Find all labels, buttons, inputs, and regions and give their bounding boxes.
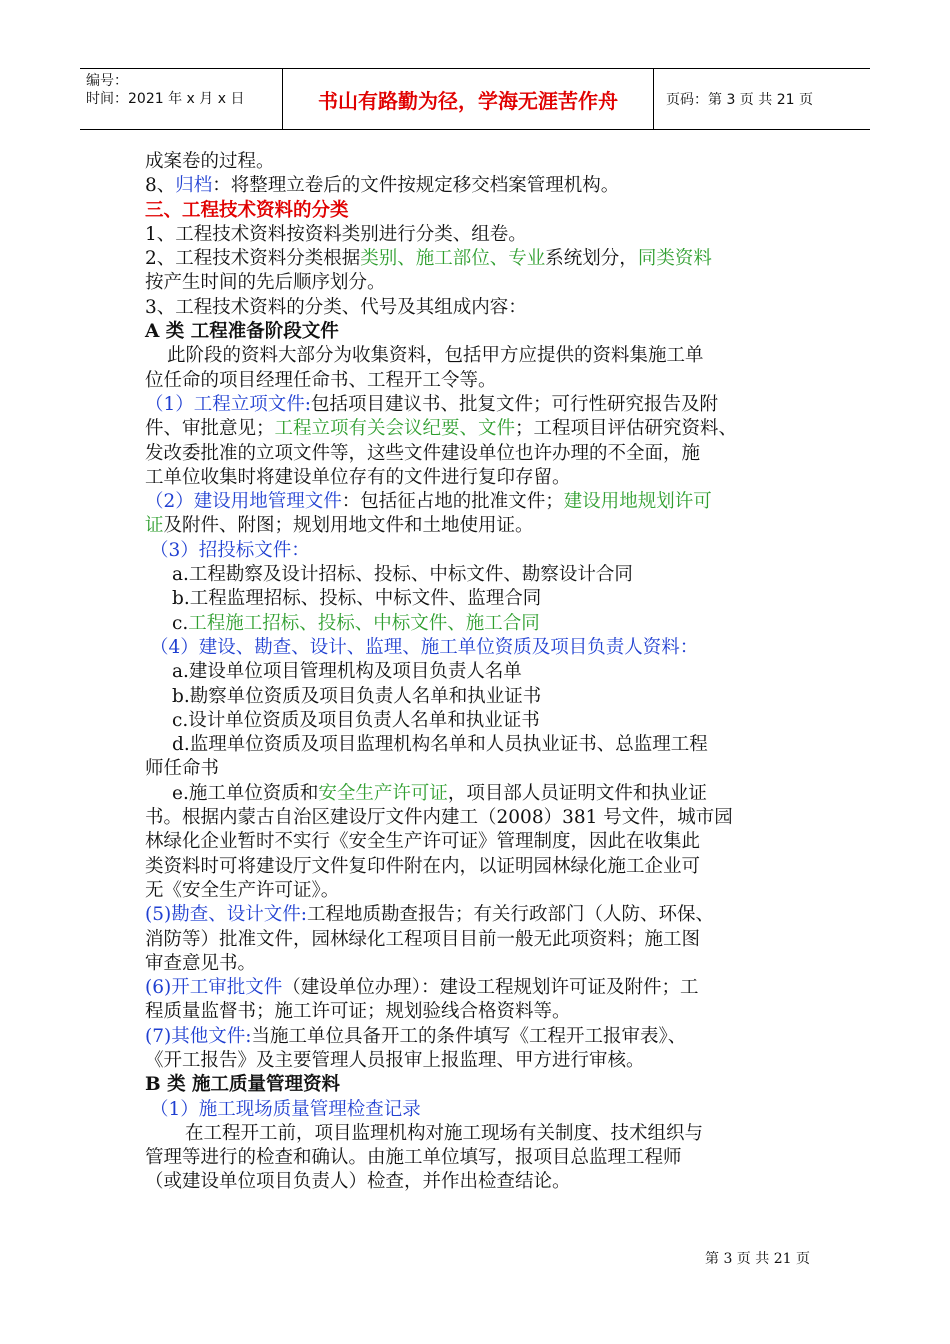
text-segment: 件、审批意见； bbox=[145, 418, 275, 440]
text-line bbox=[145, 150, 815, 174]
text-line bbox=[145, 782, 815, 806]
text-segment: 消防等）批准文件，园林绿化工程项目目前一般无此项资料；施工图 bbox=[145, 928, 701, 950]
text-segment: a.工程勘察及设计招标、投标、中标文件、勘察设计合同 bbox=[172, 564, 633, 586]
text-line bbox=[145, 1000, 815, 1024]
text-line bbox=[145, 879, 815, 903]
text-line bbox=[145, 1170, 815, 1194]
text-segment: 1、工程技术资料按资料类别进行分类、组卷。 bbox=[145, 223, 527, 245]
text-segment: 2、工程技术资料分类根据 bbox=[145, 248, 361, 270]
text-line bbox=[145, 539, 815, 563]
text-segment: a.建设单位项目管理机构及项目负责人名单 bbox=[172, 661, 522, 683]
text-segment: (6)开工审批文件 bbox=[145, 977, 283, 999]
text-segment: （4）建设、勘查、设计、监理、施工单位资质及项目负责人资料： bbox=[150, 636, 699, 658]
text-line bbox=[145, 393, 815, 417]
page-header bbox=[80, 68, 870, 130]
text-segment: 安全生产许可证 bbox=[318, 782, 448, 804]
text-line bbox=[145, 757, 815, 781]
text-line bbox=[145, 1073, 815, 1097]
text-segment: 三、工程技术资料的分类 bbox=[145, 199, 349, 221]
text-line bbox=[145, 514, 815, 538]
text-segment: 建设用地规划许可 bbox=[563, 491, 712, 513]
text-segment: （或建设单位项目负责人）检查，并作出检查结论。 bbox=[145, 1171, 571, 1193]
text-segment: （1）施工现场质量管理检查记录 bbox=[150, 1098, 421, 1120]
text-segment: 审查意见书。 bbox=[145, 952, 257, 974]
text-segment: 在工程开工前，项目监理机构对施工现场有关制度、技术组织与 bbox=[185, 1122, 704, 1144]
text-segment: 系统划分， bbox=[545, 248, 638, 270]
text-segment: A 类 工程准备阶段文件 bbox=[145, 321, 339, 343]
header-page-label: 页码：第 3 页 共 21 页 bbox=[666, 92, 813, 108]
text-line bbox=[145, 199, 815, 223]
text-line bbox=[145, 247, 815, 271]
text-line bbox=[145, 1049, 815, 1073]
text-segment: e.施工单位资质和 bbox=[172, 782, 319, 804]
text-segment: ；工程项目评估研究资料、 bbox=[515, 418, 738, 440]
text-segment: 成案卷的过程。 bbox=[145, 151, 275, 172]
text-segment: （2）建设用地管理文件 bbox=[145, 491, 342, 513]
text-line bbox=[145, 952, 815, 976]
header-left bbox=[80, 69, 282, 129]
text-line bbox=[145, 1122, 815, 1146]
text-line bbox=[145, 466, 815, 490]
text-line bbox=[145, 344, 815, 368]
text-segment: c.设计单位资质及项目负责人名单和执业证书 bbox=[172, 709, 540, 731]
text-line bbox=[145, 806, 815, 830]
text-line bbox=[145, 417, 815, 441]
number-label: 编号： bbox=[86, 73, 128, 89]
text-segment: c. bbox=[172, 612, 189, 634]
text-line bbox=[145, 174, 815, 198]
text-segment: 位任命的项目经理任命书、工程开工令等。 bbox=[145, 369, 497, 391]
page-footer: 第 3 页 共 21 页 bbox=[705, 1251, 810, 1267]
text-segment: 类别、施工部位、专业 bbox=[360, 248, 546, 270]
header-motto: 书山有路勤为径，学海无涯苦作舟 bbox=[282, 69, 654, 129]
text-line bbox=[145, 490, 815, 514]
text-line bbox=[145, 685, 815, 709]
text-segment: 8、 bbox=[145, 175, 176, 197]
text-segment: 工单位收集时将建设单位存有的文件进行复印存留。 bbox=[145, 466, 571, 488]
text-segment: 证 bbox=[145, 515, 164, 537]
text-segment: ，项目部人员证明文件和执业证 bbox=[447, 782, 707, 804]
text-segment: 无《安全生产许可证》。 bbox=[145, 879, 340, 901]
text-segment: 按产生时间的先后顺序划分。 bbox=[145, 272, 386, 294]
text-segment: 归档 bbox=[175, 175, 213, 197]
text-line bbox=[145, 587, 815, 611]
text-line bbox=[145, 903, 815, 927]
text-line bbox=[145, 830, 815, 854]
text-line bbox=[145, 369, 815, 393]
text-line bbox=[145, 271, 815, 295]
text-segment: 同类资料 bbox=[637, 248, 712, 270]
text-segment: ：将整理立卷后的文件按规定移交档案管理机构。 bbox=[212, 175, 620, 197]
text-line bbox=[145, 223, 815, 247]
text-line bbox=[145, 636, 815, 660]
text-line bbox=[145, 733, 815, 757]
text-line bbox=[145, 1025, 815, 1049]
text-segment: 包括项目建议书、批复文件；可行性研究报告及附 bbox=[311, 393, 719, 415]
text-segment: 及附件、附图；规划用地文件和土地使用证。 bbox=[163, 515, 534, 537]
text-segment: 师任命书 bbox=[145, 758, 220, 780]
text-segment: 发改委批准的立项文件等，这些文件建设单位也许办理的不全面，施 bbox=[145, 442, 701, 464]
text-segment: 3、工程技术资料的分类、代号及其组成内容： bbox=[145, 296, 527, 318]
document-body bbox=[145, 150, 815, 1195]
text-segment: (5)勘查、设计文件: bbox=[145, 904, 307, 926]
text-line bbox=[145, 442, 815, 466]
text-line bbox=[145, 709, 815, 733]
text-segment: 工程施工招标、投标、中标文件、施工合同 bbox=[188, 612, 540, 634]
text-segment: b.工程监理招标、投标、中标文件、监理合同 bbox=[172, 588, 542, 610]
text-segment: B 类 施工质量管理资料 bbox=[145, 1074, 341, 1096]
text-line bbox=[145, 296, 815, 320]
text-segment: 类资料时可将建设厅文件复印件附在内，以证明园林绿化施工企业可 bbox=[145, 855, 701, 877]
text-line bbox=[145, 855, 815, 879]
text-line bbox=[145, 976, 815, 1000]
text-line bbox=[145, 928, 815, 952]
text-line bbox=[145, 660, 815, 684]
text-segment: 林绿化企业暂时不实行《安全生产许可证》管理制度，因此在收集此 bbox=[145, 831, 701, 853]
text-segment: （建设单位办理）：建设工程规划许可证及附件；工 bbox=[282, 977, 699, 999]
text-segment: b.勘察单位资质及项目负责人名单和执业证书 bbox=[172, 685, 542, 707]
text-line bbox=[145, 563, 815, 587]
text-line bbox=[145, 612, 815, 636]
text-segment: 当施工单位具备开工的条件填写《工程开工报审表》、 bbox=[251, 1025, 687, 1047]
text-segment: 程质量监督书；施工许可证；规划验线合格资料等。 bbox=[145, 1001, 571, 1023]
text-line bbox=[145, 1146, 815, 1170]
text-segment: 工程地质勘查报告；有关行政部门（人防、环保、 bbox=[306, 904, 714, 926]
text-segment: 书。根据内蒙古自治区建设厅文件内建工（2008）381 号文件，城市园 bbox=[145, 807, 733, 829]
text-segment: （1）工程立项文件: bbox=[145, 393, 312, 415]
text-line bbox=[145, 320, 815, 344]
text-segment: 此阶段的资料大部分为收集资料，包括甲方应提供的资料集施工单 bbox=[167, 345, 704, 367]
text-line bbox=[145, 1098, 815, 1122]
text-segment: d.监理单位资质及项目监理机构名单和人员执业证书、总监理工程 bbox=[172, 734, 708, 756]
time-label: 时间：2021 年 x 月 x 日 bbox=[86, 91, 245, 107]
text-segment: 工程立项有关会议纪要、文件 bbox=[274, 418, 516, 440]
text-segment: 管理等进行的检查和确认。由施工单位填写，报项目总监理工程师 bbox=[145, 1147, 682, 1169]
text-segment: （3）招投标文件： bbox=[150, 539, 310, 561]
text-segment: (7)其他文件: bbox=[145, 1025, 252, 1047]
text-segment: 《开工报告》及主要管理人员报审上报监理、甲方进行审核。 bbox=[145, 1049, 645, 1071]
text-segment: ：包括征占地的批准文件； bbox=[341, 491, 564, 513]
